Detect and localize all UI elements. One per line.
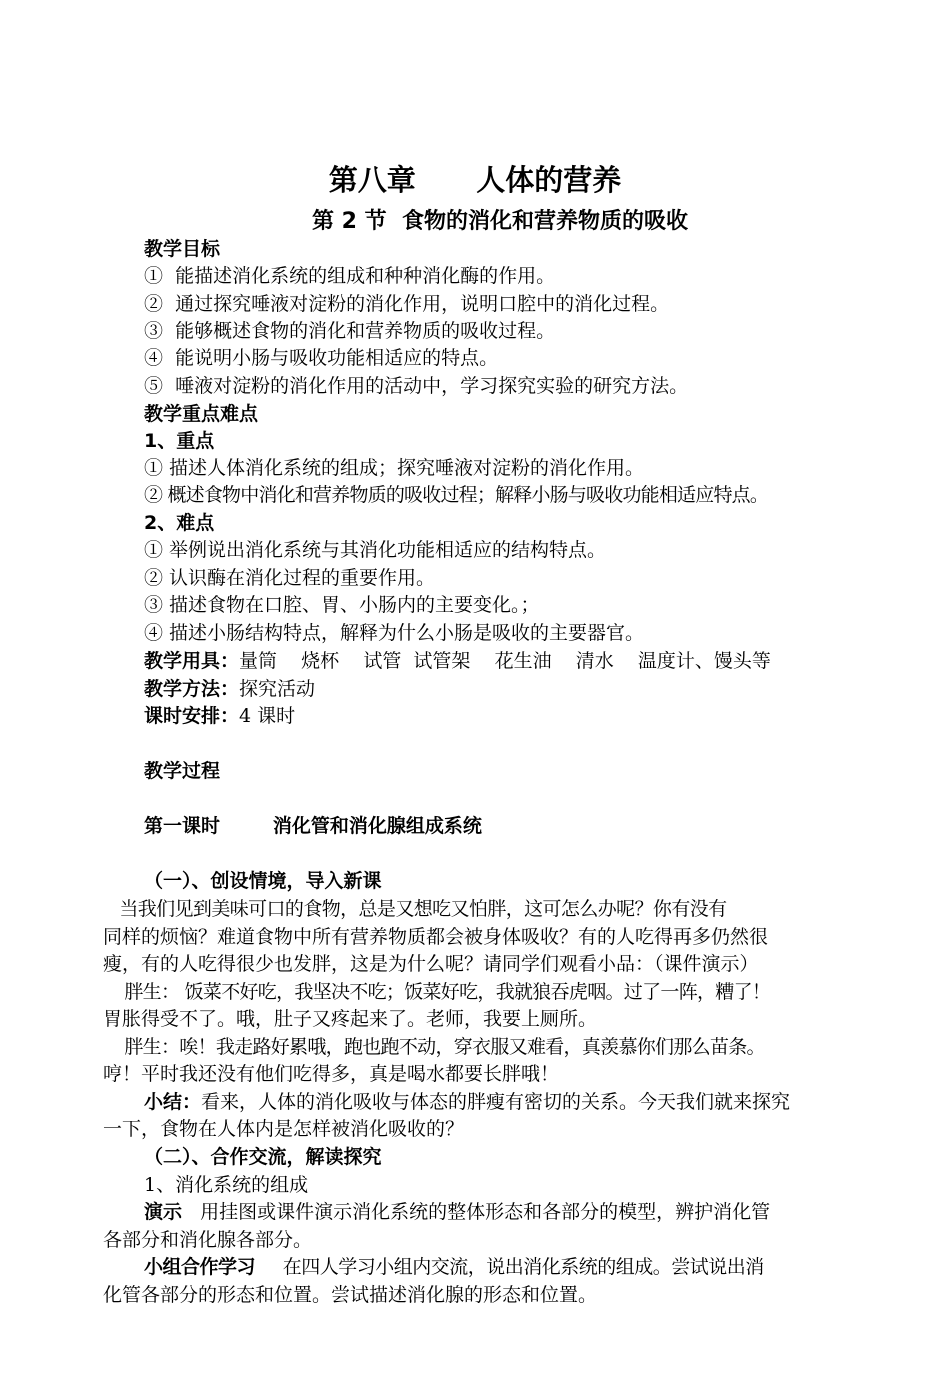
objective-item: ② 通过探究唾液对淀粉的消化作用，说明口腔中的消化过程。 [144,293,670,315]
difficult-point-item: ② 认识酶在消化过程的重要作用。 [144,567,436,589]
paragraph-line: 胖生：唉！我走路好累哦，跑也跑不动，穿衣服又难看，真羡慕你们那么苗条。 [103,1036,765,1058]
paragraph-line: 化管各部分的形态和位置。尝试描述消化腺的形态和位置。 [103,1284,598,1306]
schedule-line [144,702,894,730]
objective-item: ④ 能说明小肠与吸收功能相适应的特点。 [144,347,499,369]
item-heading: 1、消化系统的组成 [144,1174,309,1196]
group-text: 在四人学习小组内交流，说出消化系统的组成。尝试说出消 [255,1256,764,1278]
method-value: 探究活动 [239,678,316,700]
demo-label: 演示 [144,1201,183,1223]
key-point-item: ② 概述食物中消化和营养物质的吸收过程；解释小肠与吸收功能相适应特点。 [144,484,769,506]
paragraph-line: 当我们见到美味可口的食物，总是又想吃又怕胖，这可怎么办呢？你有没有 [103,898,727,920]
paragraph-line: 各部分和消化腺各部分。 [103,1229,313,1251]
objective-item: ① 能描述消化系统的组成和种种消化酶的作用。 [144,265,556,287]
group-line [144,1253,894,1281]
group-label: 小组合作学习 [144,1256,256,1278]
summary-line [144,1088,894,1116]
tools-value: 量筒 烧杯 试管 试管架 花生油 清水 温度计、馒头等 [239,650,771,672]
process-heading: 教学过程 [144,760,221,782]
objective-item: ⑤ 唾液对淀粉的消化作用的活动中，学习探究实验的研究方法。 [144,375,689,397]
section-title: 第 2 节 食物的消化和营养物质的吸收 [312,209,688,234]
difficult-point-item: ① 举例说出消化系统与其消化功能相适应的结构特点。 [144,539,607,561]
summary-text: 看来，人体的消化吸收与体态的胖瘦有密切的关系。今天我们就来探究 [201,1091,791,1113]
objective-item: ③ 能够概述食物的消化和营养物质的吸收过程。 [144,320,556,342]
demo-text: 用挂图或课件演示消化系统的整体形态和各部分的模型，辨护消化管 [182,1201,771,1223]
method-label: 教学方法： [144,678,240,700]
key-points-heading: 1、重点 [144,430,215,452]
schedule-value: 4 课时 [239,705,296,727]
schedule-label: 课时安排： [144,705,240,727]
summary-label: 小结： [144,1091,202,1113]
lesson1-heading: 第一课时 消化管和消化腺组成系统 [144,815,482,837]
objectives-heading: 教学目标 [144,238,221,260]
part2-heading: （二）、合作交流，解读探究 [144,1146,382,1168]
chapter-title: 第八章 人体的营养 [328,163,622,197]
paragraph-line: 一下，食物在人体内是怎样被消化吸收的？ [103,1118,465,1140]
paragraph-line: 哼！平时我还没有他们吃得多，真是喝水都要长胖哦！ [103,1063,560,1085]
demo-line [144,1198,894,1226]
paragraph-line: 同样的烦恼？难道食物中所有营养物质都会被身体吸收？有的人吃得再多仍然很 [103,926,769,948]
difficult-points-heading: 2、难点 [144,512,215,534]
paragraph-line: 胃胀得受不了。哦，肚子又疼起来了。老师，我要上厕所。 [103,1008,598,1030]
difficult-point-item: ③ 描述食物在口腔、胃、小肠内的主要变化。； [144,594,540,616]
tools-label: 教学用具： [144,650,240,672]
part1-heading: （一）、创设情境，导入新课 [144,870,382,892]
tools-line [144,647,894,675]
paragraph-line: 瘦，有的人吃得很少也发胖，这是为什么呢？请同学们观看小品：（课件演示） [103,953,759,975]
paragraph-line: 胖生： 饭菜不好吃，我坚决不吃；饭菜好吃，我就狼吞虎咽。过了一阵，糟了！ [103,981,771,1003]
key-difficult-heading: 教学重点难点 [144,403,259,425]
key-point-item: ① 描述人体消化系统的组成；探究唾液对淀粉的消化作用。 [144,457,645,479]
difficult-point-item: ④ 描述小肠结构特点，解释为什么小肠是吸收的主要器官。 [144,622,645,644]
method-line [144,675,894,703]
